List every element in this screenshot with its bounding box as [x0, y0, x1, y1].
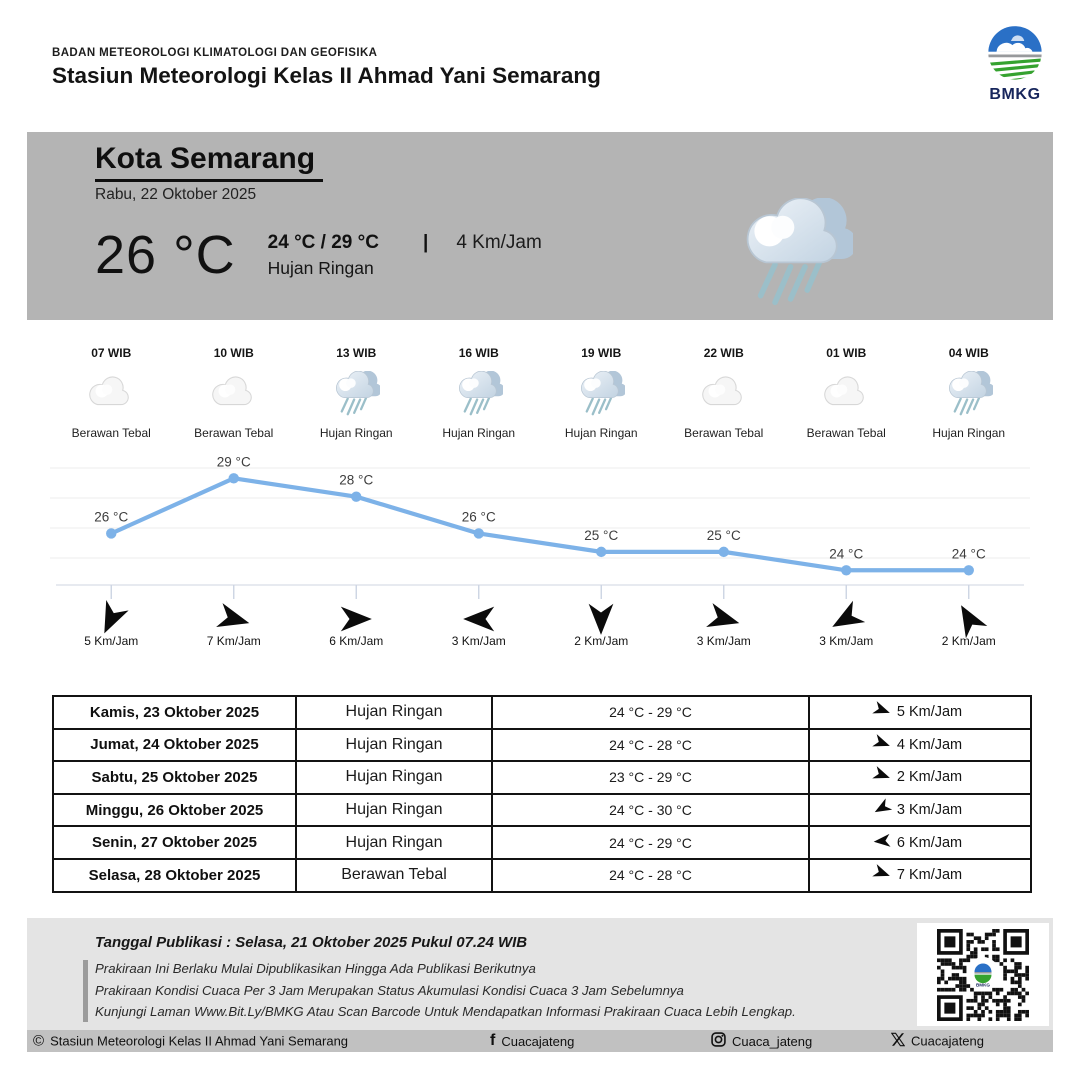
- hourly-item: [908, 346, 1031, 440]
- hourly-time: 16 WIB: [458, 346, 499, 360]
- x-icon: [891, 1033, 905, 1050]
- hourly-condition: Hujan Ringan: [932, 426, 1006, 440]
- hourly-item: [663, 346, 786, 440]
- svg-text:26 °C: 26 °C: [461, 509, 496, 525]
- copyright-text: Stasiun Meteorologi Kelas II Ahmad Yani Semarang: [50, 1033, 349, 1049]
- hourly-time: 22 WIB: [703, 346, 744, 360]
- cloud-icon: [785, 366, 908, 422]
- svg-text:29 °C: 29 °C: [216, 454, 251, 470]
- table-date: Sabtu, 25 Oktober 2025: [54, 762, 297, 793]
- wind-speed-label: 6 Km/Jam: [329, 634, 384, 648]
- table-temp-range: 24 °C - 28 °C: [493, 730, 810, 761]
- hourly-item: [785, 346, 908, 440]
- header: [0, 0, 1080, 132]
- table-temp-range: 24 °C - 29 °C: [493, 697, 810, 728]
- daily-forecast-table: [52, 695, 1032, 893]
- hourly-item: [295, 346, 418, 440]
- table-condition: Berawan Tebal: [297, 860, 493, 891]
- wind-speed-label: 2 Km/Jam: [941, 634, 996, 648]
- hourly-item: [50, 346, 173, 440]
- hourly-item: [418, 346, 541, 440]
- temperature-chart: [50, 450, 1030, 605]
- hourly-condition: Berawan Tebal: [684, 426, 764, 440]
- hourly-time: 19 WIB: [581, 346, 622, 360]
- wind-item: [50, 600, 173, 648]
- wind-item: [418, 600, 541, 648]
- table-condition: Hujan Ringan: [297, 730, 493, 761]
- bottom-bar: [27, 1030, 1053, 1052]
- table-condition: Hujan Ringan: [297, 827, 493, 858]
- table-wind: [810, 827, 1024, 858]
- wind-speed-label: 5 Km/Jam: [84, 634, 139, 648]
- current-weather-row: [95, 224, 542, 286]
- cloud-icon: [50, 366, 173, 422]
- hourly-time: 01 WIB: [826, 346, 867, 360]
- svg-text:26 °C: 26 °C: [94, 509, 129, 525]
- wind-item: [663, 600, 786, 648]
- table-wind-speed: 2 Km/Jam: [896, 769, 963, 786]
- table-date: Jumat, 24 Oktober 2025: [54, 730, 297, 761]
- current-details: [268, 232, 542, 279]
- rain-cloud-icon: [737, 198, 853, 310]
- wind-direction-icon: [50, 600, 173, 638]
- table-temp-range: 24 °C - 30 °C: [493, 795, 810, 826]
- hourly-condition: Berawan Tebal: [194, 426, 274, 440]
- hourly-condition: Berawan Tebal: [71, 426, 151, 440]
- wind-item: [540, 600, 663, 648]
- table-wind: [810, 762, 1024, 793]
- x-handle: [891, 1033, 984, 1050]
- cloud-icon: [173, 366, 296, 422]
- wind-direction-icon: [872, 863, 892, 887]
- bmkg-logo-label: BMKG: [989, 85, 1041, 103]
- wind-direction-row: [50, 600, 1030, 648]
- wind-direction-icon: [872, 765, 892, 789]
- instagram-handle-text: Cuaca_jateng: [732, 1033, 813, 1049]
- hourly-condition: Hujan Ringan: [442, 426, 516, 440]
- table-date: Kamis, 23 Oktober 2025: [54, 697, 297, 728]
- table-condition: Hujan Ringan: [297, 795, 493, 826]
- table-row: [54, 697, 1030, 730]
- wind-item: [173, 600, 296, 648]
- table-condition: Hujan Ringan: [297, 697, 493, 728]
- table-temp-range: 24 °C - 28 °C: [493, 860, 810, 891]
- hourly-forecast-row: [50, 346, 1030, 440]
- current-date: Rabu, 22 Oktober 2025: [95, 186, 257, 203]
- table-row: [54, 795, 1030, 828]
- table-row: [54, 827, 1030, 860]
- table-condition: Hujan Ringan: [297, 762, 493, 793]
- svg-text:28 °C: 28 °C: [339, 472, 374, 488]
- table-temp-range: 24 °C - 29 °C: [493, 827, 810, 858]
- wind-speed-label: 3 Km/Jam: [696, 634, 751, 648]
- facebook-icon: f: [490, 1032, 496, 1049]
- wind-speed-label: 7 Km/Jam: [206, 634, 261, 648]
- svg-text:25 °C: 25 °C: [584, 527, 619, 543]
- rain-icon: [908, 366, 1031, 422]
- table-date: Selasa, 28 Oktober 2025: [54, 860, 297, 891]
- table-wind: [810, 860, 1024, 891]
- svg-text:BMKG: BMKG: [975, 982, 991, 987]
- wind-item: [785, 600, 908, 648]
- table-temp-range: 23 °C - 29 °C: [493, 762, 810, 793]
- x-handle-text: Cuacajateng: [911, 1033, 984, 1049]
- hourly-item: [540, 346, 663, 440]
- wind-direction-icon: [908, 600, 1031, 638]
- hourly-item: [173, 346, 296, 440]
- hourly-condition: Hujan Ringan: [564, 426, 638, 440]
- footer-note-line: Prakiraan Ini Berlaku Mulai Dipublikasikan Hingga Ada Publikasi Berikutnya: [95, 961, 536, 976]
- wind-direction-icon: [540, 600, 663, 638]
- wind-direction-icon: [295, 600, 418, 638]
- table-wind-speed: 7 Km/Jam: [896, 867, 963, 884]
- table-wind: [810, 730, 1024, 761]
- table-wind: [810, 697, 1024, 728]
- copyright-icon: ©: [33, 1032, 45, 1050]
- current-temperature: 26 °C: [95, 225, 236, 285]
- facebook-handle: [490, 1033, 574, 1049]
- facebook-handle-text: Cuacajateng: [501, 1033, 575, 1049]
- hourly-condition: Hujan Ringan: [319, 426, 393, 440]
- page-title: Stasiun Meteorologi Kelas II Ahmad Yani Semarang: [52, 63, 601, 88]
- table-row: [54, 762, 1030, 795]
- svg-text:24 °C: 24 °C: [829, 546, 864, 562]
- qr-code-svg: [937, 929, 1029, 1021]
- rain-icon: [418, 366, 541, 422]
- footer-note-line: Prakiraan Kondisi Cuaca Per 3 Jam Merupakan Status Akumulasi Kondisi Cuaca 3 Jam Sebelumnya: [95, 982, 684, 998]
- hourly-time: 04 WIB: [948, 346, 989, 360]
- wind-item: [908, 600, 1031, 648]
- table-row: [54, 730, 1030, 763]
- wind-speed-label: 3 Km/Jam: [819, 634, 874, 648]
- svg-text:25 °C: 25 °C: [706, 527, 741, 543]
- wind-speed-label: 2 Km/Jam: [574, 634, 629, 648]
- footer-notes: [95, 958, 796, 1023]
- table-row: [54, 860, 1030, 891]
- svg-text:24 °C: 24 °C: [951, 546, 986, 562]
- temp-range: 24 °C / 29 °C: [267, 231, 379, 253]
- rain-icon: [540, 366, 663, 422]
- copyright: [33, 1034, 348, 1049]
- hourly-time: 10 WIB: [213, 346, 254, 360]
- wind-direction-icon: [785, 600, 908, 638]
- qr-code: [917, 923, 1049, 1026]
- table-wind-speed: 3 Km/Jam: [896, 802, 963, 819]
- table-date: Minggu, 26 Oktober 2025: [54, 795, 297, 826]
- wind-direction-icon: [872, 831, 892, 855]
- instagram-handle: [711, 1032, 812, 1050]
- temperature-line-chart: [50, 450, 1030, 605]
- footer-panel: [27, 918, 1053, 1030]
- agency-name: BADAN METEOROLOGI KLIMATOLOGI DAN GEOFISIKA: [52, 47, 378, 59]
- cloud-icon: [663, 366, 786, 422]
- bmkg-logo: [976, 24, 1054, 104]
- current-condition: Hujan Ringan: [267, 257, 374, 278]
- hourly-time: 07 WIB: [91, 346, 132, 360]
- instagram-icon: [711, 1032, 726, 1050]
- hourly-time: 13 WIB: [336, 346, 377, 360]
- wind-direction-icon: [173, 600, 296, 638]
- hourly-condition: Berawan Tebal: [806, 426, 886, 440]
- footer-note-line: Kunjungi Laman Www.Bit.Ly/BMKG Atau Scan Barcode Untuk Mendapatkan Informasi Prakiraan Cuaca Lebih Lengkap.: [95, 1004, 796, 1019]
- wind-direction-icon: [663, 600, 786, 638]
- city-name: Kota Semarang: [95, 142, 323, 182]
- separator-bar: |: [422, 231, 429, 253]
- wind-speed-label: 3 Km/Jam: [451, 634, 506, 648]
- notes-accent-bar: [83, 960, 88, 1022]
- wind-direction-icon: [872, 733, 892, 757]
- wind-direction-icon: [418, 600, 541, 638]
- table-wind-speed: 5 Km/Jam: [896, 704, 963, 721]
- rain-icon: [295, 366, 418, 422]
- current-wind-speed: 4 Km/Jam: [456, 231, 542, 253]
- wind-direction-icon: [872, 798, 892, 822]
- table-date: Senin, 27 Oktober 2025: [54, 827, 297, 858]
- table-wind-speed: 4 Km/Jam: [896, 736, 963, 753]
- table-wind-speed: 6 Km/Jam: [896, 834, 963, 851]
- wind-item: [295, 600, 418, 648]
- wind-direction-icon: [872, 700, 892, 724]
- current-weather-panel: [27, 132, 1053, 320]
- publication-date: Tanggal Publikasi : Selasa, 21 Oktober 2025 Pukul 07.24 WIB: [95, 934, 528, 951]
- table-wind: [810, 795, 1024, 826]
